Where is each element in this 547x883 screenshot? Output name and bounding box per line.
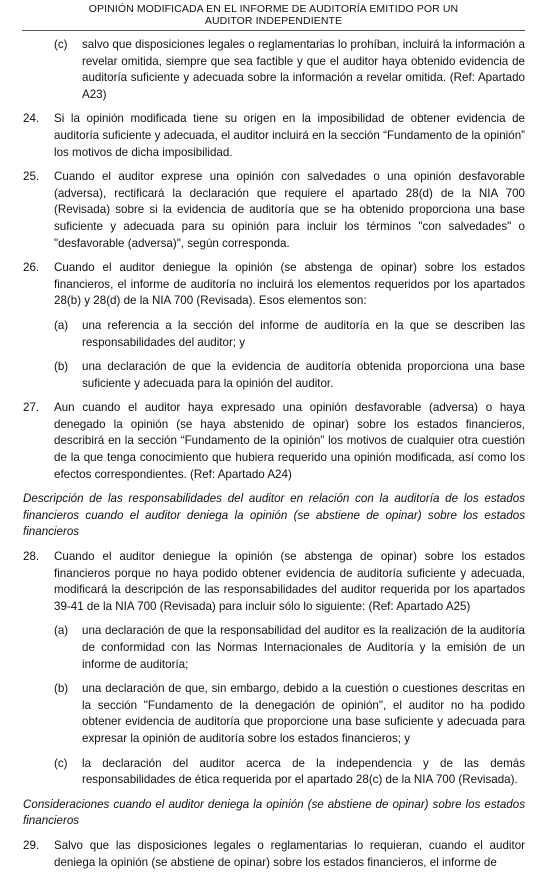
paragraph-text: Cuando el auditor deniegue la opinión (se abstenga de opinar) sobre los estados financieros, el informe de auditoría no incluirá los elementos requeridos por los apartados 28(b) y 28(d) de la NIA 700 (Revisada). Esos elementos son:	[54, 261, 525, 308]
list-marker: (c)	[54, 38, 68, 51]
paragraph-number: 28.	[23, 550, 40, 564]
list-item-b	[0, 359, 547, 392]
paragraph-number: 29.	[23, 838, 40, 852]
list-marker: (c)	[54, 756, 68, 770]
list-marker: (b)	[54, 682, 69, 696]
paragraph-26	[0, 260, 547, 310]
header-line-2: AUDITOR INDEPENDIENTE	[204, 15, 343, 27]
paragraph-25	[0, 169, 547, 252]
list-item-text: la declaración del auditor acerca de la independencia y de las demás responsabilidades de ética requerida por el apartado 28(c) de la NIA 700 (Revisada).	[82, 756, 525, 787]
list-item-a	[0, 318, 547, 351]
list-item-text: una referencia a la sección del informe de auditoría en la que se describen las responsabilidades del auditor; y	[82, 318, 525, 349]
paragraph-text: Si la opinión modificada tiene su origen en la imposibilidad de obtener evidencia de auditoría suficiente y adecuada, el auditor incluirá en la sección “Fundamento de la opinión” los motivos de dicha imposibilidad.	[54, 112, 525, 159]
section-heading: Consideraciones cuando el auditor deniega la opinión (se abstiene de opinar) sobre los estados financieros	[23, 797, 525, 828]
paragraph-number: 27.	[23, 401, 40, 415]
paragraph-number: 24.	[23, 112, 40, 126]
paragraph-24	[0, 111, 547, 161]
section-heading: Descripción de las responsabilidades del auditor en relación con la auditoría de los estados financieros cuando el auditor deniega la opinión (se abstiene de opinar) sobre los estados financieros	[23, 492, 525, 539]
header-line-1: OPINIÓN MODIFICADA EN EL INFORME DE AUDITORÍA EMITIDO POR UN	[88, 3, 459, 15]
paragraph-28	[0, 549, 547, 615]
list-item-text: una declaración de que la evidencia de auditoría obtenida proporciona una base suficiente y adecuada para la opinión del auditor.	[82, 360, 525, 390]
paragraph-text: Aun cuando el auditor haya expresado una opinión desfavorable (adversa) o haya denegado la opinión (se haya abstenido de opinar) sobre los estados financieros, describirá en la sección “Fundamento de la opinión” los motivos de cualquier otra cuestión de la que tenga conocimiento que hubiera requerido una opinión modificada, así como los efectos correspondientes. (Ref: Apartado A24)	[54, 401, 525, 481]
list-item-c	[0, 756, 547, 789]
paragraph-text: Cuando el auditor exprese una opinión con salvedades o una opinión desfavorable (adversa), rectificará la declaración que requiere el apartado 28(d) de la NIA 700 (Revisada) sobre si la evidencia de auditoría que se ha obtenido proporciona una base suficiente y adecuada para su opinión para incluir los términos "con salvedades" o "desfavorable (adversa)", según corresponda.	[54, 170, 525, 250]
list-marker: (b)	[54, 360, 69, 374]
running-header	[0, 3, 547, 27]
paragraph-number: 26.	[23, 261, 40, 275]
paragraph-text: Salvo que las disposiciones legales o reglamentarias lo requieran, cuando el auditor deniega la opinión (se abstiene de opinar) sobre los estados financieros, el informe de	[54, 838, 525, 869]
paragraph-number: 25.	[23, 170, 40, 184]
list-marker: (a)	[54, 624, 69, 638]
paragraph-text: Cuando el auditor deniegue la opinión (se abstenga de opinar) sobre los estados financieros porque no haya podido obtener evidencia de auditoría suficiente y adecuada, modificará la descripción de las responsabilidades del auditor requerida por los apartados 39-41 de la NIA 700 (Revisada) para incluir sólo lo siguiente: (Ref: Apartado A25)	[54, 550, 525, 613]
list-item-text: una declaración de que, sin embargo, debido a la cuestión o cuestiones descritas en la sección "Fundamento de la denegación de opinión", el auditor no ha podido obtener evidencia de auditoría que proporcione una base suficiente y adecuada para expresar la opinión de auditoría sobre los estados financieros; y	[82, 682, 525, 745]
list-item-a	[0, 623, 547, 673]
header-divider	[22, 30, 525, 31]
paragraph-29	[0, 838, 547, 871]
list-marker: (a)	[54, 318, 69, 332]
list-item-b	[0, 681, 547, 747]
paragraph-27	[0, 400, 547, 483]
list-item-text: salvo que disposiciones legales o reglamentarias lo prohíban, incluirá la información a revelar omitida, siempre que sea factible y que el auditor haya obtenido evidencia de auditoría suficiente y adecuada sobre la información a revelar omitida. (Ref: Apartado A23)	[82, 38, 525, 101]
list-item-text: una declaración de que la responsabilidad del auditor es la realización de la auditoría de conformidad con las Normas Internacionales de Auditoría y la emisión de un informe de auditoría;	[82, 624, 525, 671]
document-body	[0, 37, 547, 871]
list-item-c	[0, 37, 547, 103]
